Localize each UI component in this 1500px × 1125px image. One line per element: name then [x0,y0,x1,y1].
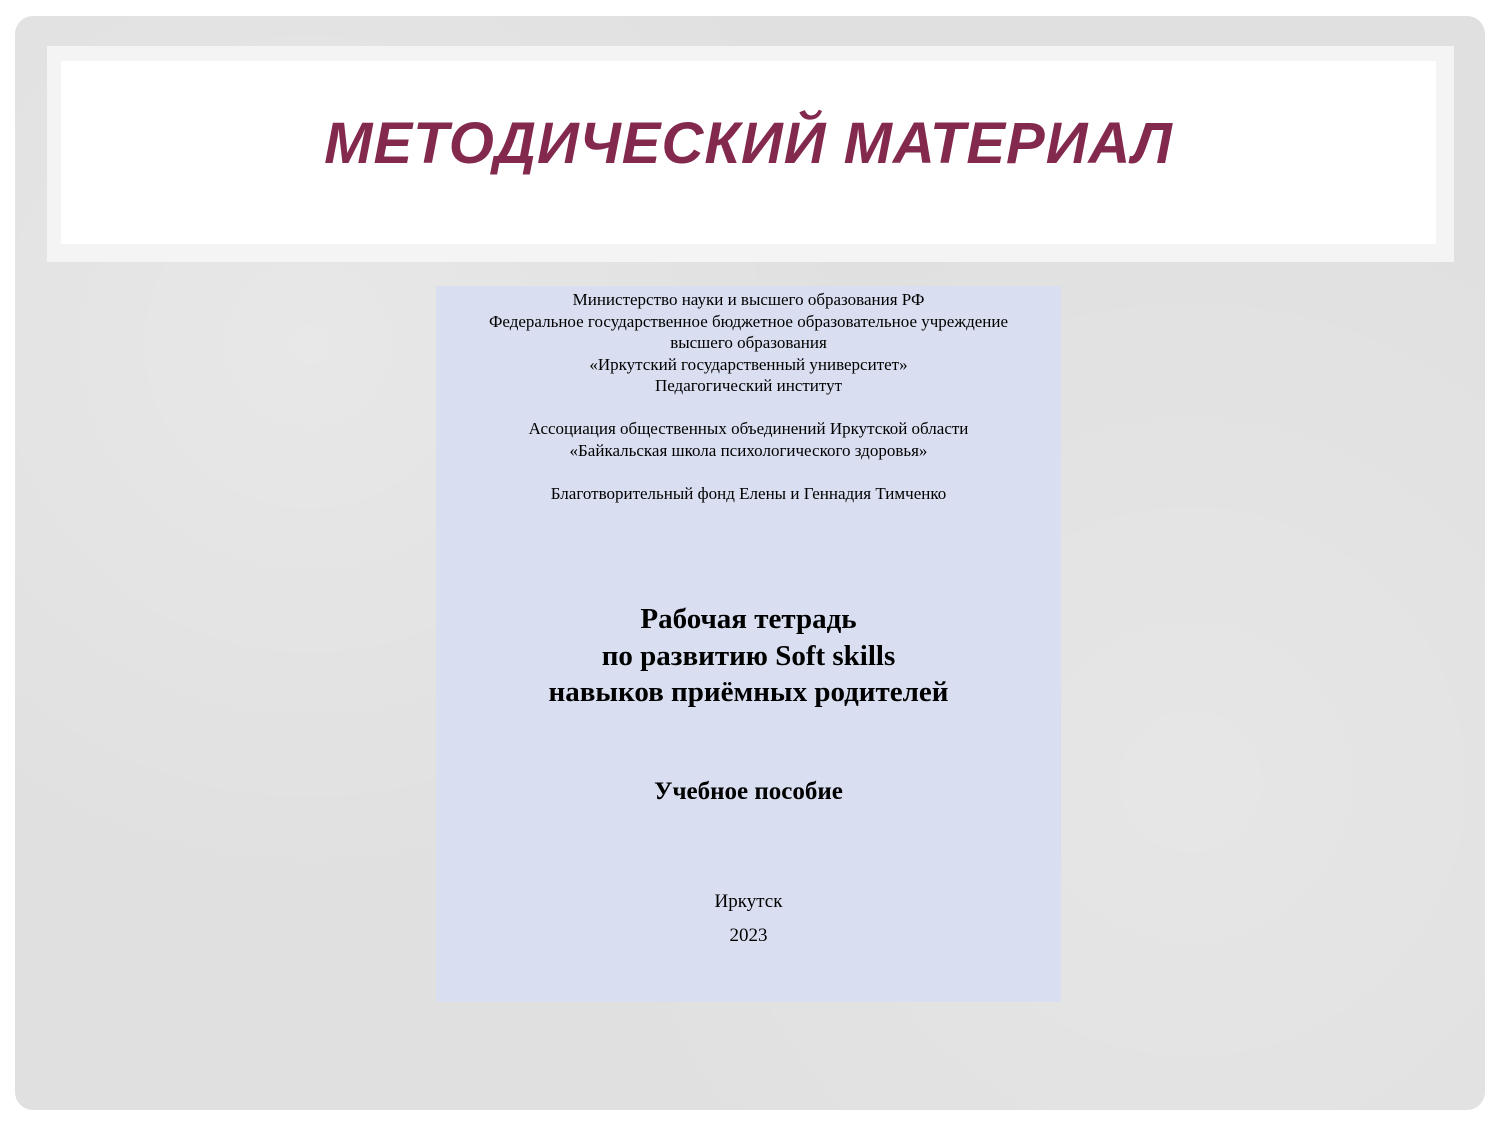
association-line: Ассоциация общественных объединений Иркутской области [528,419,969,438]
education-level-line: высшего образования [670,333,827,352]
institute-line: Педагогический институт [654,376,843,395]
slide [15,16,1485,1110]
association-block [436,418,1061,462]
fund-line: Благотворительный фонд Елены и Геннадия Тимченко [550,484,947,503]
workbook-title-line: Рабочая тетрадь [640,603,857,635]
document-type: Учебное пособие [654,778,843,805]
workbook-title-line: по развитию Soft skills [601,639,896,672]
workbook-title [436,601,1061,711]
university-name-line: «Иркутский государственный университет» [589,354,908,374]
slide-title: МЕТОДИЧЕСКИЙ МАТЕРИАЛ [324,111,1173,176]
cover-page-image [436,286,1061,1002]
title-box [61,61,1436,244]
ministry-block [436,289,1061,397]
workbook-title-line: навыков приёмных родителей [548,676,949,708]
ministry-line: Министерство науки и высшего образования РФ [572,290,925,309]
school-name-line: «Байкальская школа психологического здоровья» [569,441,928,460]
university-type-line: Федеральное государственное бюджетное образовательное учреждение [488,311,1009,331]
title-frame [47,46,1454,262]
publication-year: 2023 [729,925,768,946]
publication-city: Иркутск [714,891,783,912]
